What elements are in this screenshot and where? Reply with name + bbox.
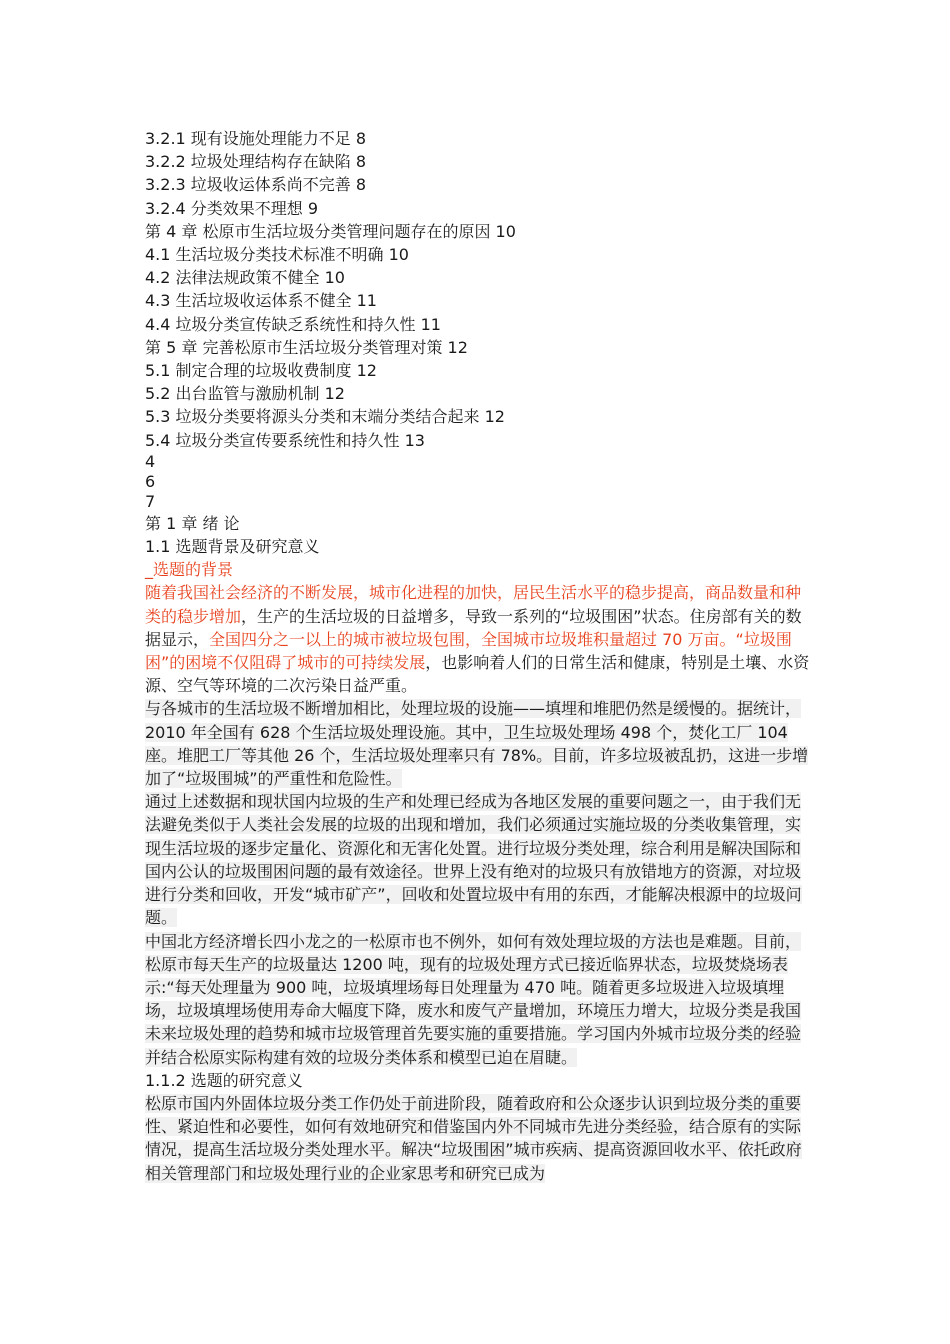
- paragraph-background: [145, 581, 810, 697]
- table-of-contents: [145, 127, 810, 452]
- paragraph-analysis: [145, 790, 810, 929]
- paragraph-significance: [145, 1092, 810, 1185]
- body-text: 松原市国内外固体垃圾分类工作仍处于前进阶段，随着政府和公众逐步认识到垃圾分类的重要性、紧迫性和必要性，如何有效地研究和借鉴国内外不同城市先进分类经验，结合原有的实际情况，提高生活垃圾分类处理水平。解决“垃圾围困”城市疾病、提高资源回收水平、依托政府相关管理部门和垃圾处理行业的企业家思考和研究已成为: [145, 1093, 802, 1183]
- chapter-title: 第 1 章 绪 论: [145, 513, 240, 533]
- paragraph-statistics: [145, 697, 810, 790]
- toc-entry: 第 5 章 完善松原市生活垃圾分类管理对策 12: [145, 337, 468, 357]
- page-number: 7: [145, 491, 156, 511]
- body-text: ，也影响着人们的日常生活和健康，特别是土壤、水资源、空气等环境的二次污染日益严重。: [145, 653, 810, 696]
- toc-entry: 4.3 生活垃圾收运体系不健全 11: [145, 291, 377, 311]
- page-number-list: [145, 452, 810, 512]
- section-title-1-1-2: 1.1.2 选题的研究意义: [145, 1070, 303, 1090]
- toc-entry: 3.2.3 垃圾收运体系尚不完善 8: [145, 175, 367, 195]
- body-text: 中国北方经济增长四小龙之的一松原市也不例外，如何有效处理垃圾的方法也是难题。目前，松原市每天生产的垃圾量达 1200 吨，现有的垃圾处理方式已接近临界状态，垃圾焚烧场表示:“每天处理量为 900 吨，垃圾填埋场每日处理量为 470 吨。随着更多垃圾进入垃圾填埋场，垃圾填埋场使用寿命大幅度下降，废水和废气产量增加，环境压力增大，垃圾分类是我国未来垃圾处理的趋势和城市垃圾管理首先要实施的重要措施。学习国内外城市垃圾分类的经验并结合松原实际构建有效的垃圾分类体系和模型已迫在眉睫。: [145, 931, 802, 1067]
- toc-entry: 4.2 法律法规政策不健全 10: [145, 268, 345, 288]
- toc-entry: 5.1 制定合理的垃圾收费制度 12: [145, 361, 377, 381]
- toc-entry: 5.2 出台监管与激励机制 12: [145, 384, 345, 404]
- highlighted-text: 随着我国社会经济的不断发展，城市化进程的加快，居民生活水平的稳步提高，商品数量和种类的稳步增加: [145, 583, 802, 626]
- body-text: 与各城市的生活垃圾不断增加相比，处理垃圾的设施——填埋和堆肥仍然是缓慢的。据统计，2010 年全国有 628 个生活垃圾处理设施。其中，卫生垃圾处理场 498 个，焚化工厂 104 座。堆肥工厂等其他 26 个，生活垃圾处理率只有 78%。目前，许多垃圾被乱扔，这进一步增加了“垃圾围城”的严重性和危险性。: [145, 699, 809, 789]
- body-text: 通过上述数据和现状国内垃圾的生产和处理已经成为各地区发展的重要问题之一，由于我们无法避免类似于人类社会发展的垃圾的出现和增加，我们必须通过实施垃圾的分类收集管理，实现生活垃圾的逐步定量化、资源化和无害化处置。进行垃圾分类处理，综合利用是解决国际和国内公认的垃圾围困问题的最有效途径。世界上没有绝对的垃圾只有放错地方的资源，对垃圾进行分类和回收，开发“城市矿产”，回收和处置垃圾中有用的东西，才能解决根源中的垃圾问题。: [145, 792, 802, 928]
- toc-entry: 4.4 垃圾分类宣传缺乏系统性和持久性 11: [145, 314, 441, 334]
- paragraph-songyuan: [145, 930, 810, 1069]
- highlighted-text: 全国四分之一以上的城市被垃圾包围，全国城市垃圾堆积量超过 70 万亩。“垃圾围困”的困境不仅阻碍了城市的可持续发展: [145, 629, 792, 673]
- page-number: 6: [145, 471, 156, 491]
- body-text: ，生产的生活垃圾的日益增多，导致一系列的“垃圾围困”状态。住房部有关的数据显示，: [145, 606, 802, 649]
- document-page: [145, 127, 810, 1185]
- page-number: 4: [145, 451, 156, 471]
- toc-entry: 3.2.1 现有设施处理能力不足 8: [145, 129, 367, 148]
- toc-entry: 5.4 垃圾分类宣传要系统性和持久性 13: [145, 430, 425, 450]
- subsection-title: _选题的背景: [145, 560, 234, 580]
- toc-entry: 第 4 章 松原市生活垃圾分类管理问题存在的原因 10: [145, 221, 516, 241]
- toc-entry: 3.2.4 分类效果不理想 9: [145, 198, 319, 218]
- toc-entry: 3.2.2 垃圾处理结构存在缺陷 8: [145, 152, 367, 172]
- section-title: 1.1 选题背景及研究意义: [145, 537, 320, 557]
- toc-entry: 5.3 垃圾分类要将源头分类和末端分类结合起来 12: [145, 407, 505, 427]
- toc-entry: 4.1 生活垃圾分类技术标准不明确 10: [145, 245, 409, 265]
